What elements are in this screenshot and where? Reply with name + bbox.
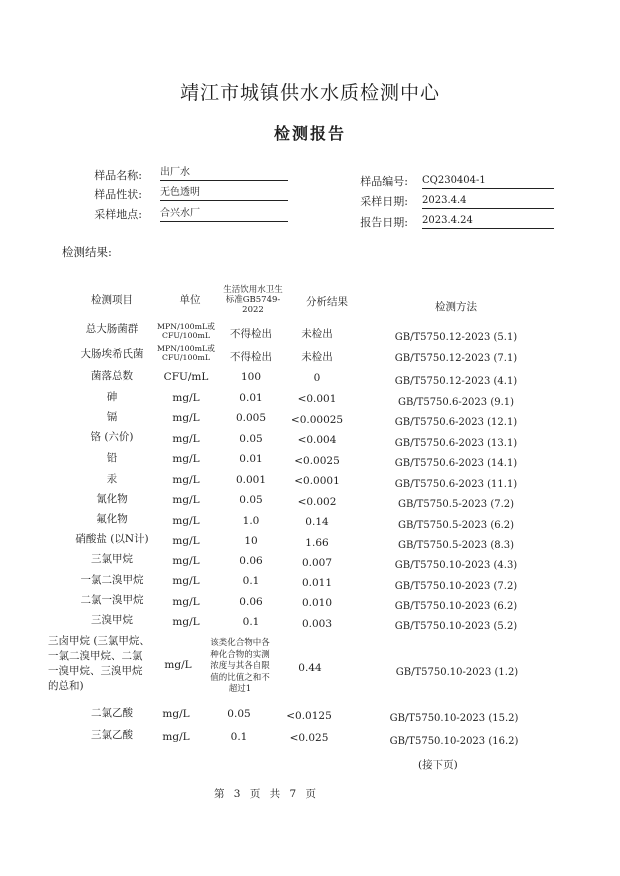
row-result: 未检出 — [301, 351, 333, 363]
row-result: 0.003 — [301, 618, 333, 630]
header-item: 检测项目 — [91, 294, 133, 306]
row-method: GB/T5750.6-2023 (11.1) — [394, 479, 518, 490]
row-standard: 0.06 — [239, 555, 263, 567]
row-result: <0.00025 — [290, 414, 344, 426]
row-result: <0.001 — [297, 393, 337, 405]
row-item: 菌落总数 — [91, 370, 133, 382]
row-standard: 100 — [240, 371, 262, 383]
row-result: <0.002 — [297, 496, 337, 508]
row-item: 三溴甲烷 — [91, 614, 133, 626]
row-method: GB/T5750.10-2023 (6.2) — [394, 601, 518, 612]
sample-name-value: 出厂水 — [160, 166, 288, 181]
row-method: GB/T5750.10-2023 (5.2) — [394, 621, 518, 632]
sample-id-value: CQ230404-1 — [422, 174, 554, 189]
row-standard: 0.001 — [235, 474, 267, 486]
row-method: GB/T5750.12-2023 (4.1) — [394, 376, 518, 387]
row-result: 0.14 — [305, 516, 329, 528]
row-standard: 不得检出 — [230, 351, 272, 363]
sampling-date-value: 2023.4.4 — [422, 194, 554, 209]
report-org-title: 靖江市城镇供水水质检测中心 — [179, 82, 440, 104]
page-footer: 第 3 页 共 7 页 — [213, 788, 317, 800]
row-result: 1.66 — [305, 537, 329, 549]
row-method: GB/T5750.10-2023 (7.2) — [394, 581, 518, 592]
row-method: GB/T5750.5-2023 (7.2) — [397, 499, 515, 510]
row-unit: mg/L — [172, 474, 200, 486]
row-method: GB/T5750.6-2023 (12.1) — [394, 417, 518, 428]
row-method: GB/T5750.10-2023 (4.3) — [394, 560, 518, 571]
sample-appearance-value: 无色透明 — [160, 186, 288, 201]
row-standard: 0.05 — [239, 494, 263, 506]
row-standard: 0.1 — [242, 616, 260, 628]
header-result: 分析结果 — [306, 296, 348, 308]
row-result: <0.004 — [297, 434, 337, 446]
row-standard: 0.05 — [227, 708, 251, 720]
row-unit: MPN/100mL或CFU/100mL — [157, 322, 215, 340]
row-standard: 0.01 — [239, 453, 263, 465]
row-unit: MPN/100mL或CFU/100mL — [157, 344, 215, 362]
row-unit: mg/L — [172, 453, 200, 465]
row-unit: mg/L — [164, 659, 192, 671]
row-standard: 0.05 — [239, 433, 263, 445]
header-standard: 生活饮用水卫生标准GB5749-2022 — [223, 285, 283, 315]
row-standard: 该类化合物中各种化合物的实测浓度与其各自限值的比值之和不超过1 — [210, 638, 270, 694]
row-unit: mg/L — [172, 515, 200, 527]
row-item: 铬 (六价) — [90, 431, 134, 443]
row-unit: mg/L — [172, 575, 200, 587]
row-method: GB/T5750.5-2023 (6.2) — [397, 520, 515, 531]
row-item: 三卤甲烷 (三氯甲烷、一氯二溴甲烷、二氯一溴甲烷、三溴甲烷的总和) — [48, 635, 150, 692]
row-method: GB/T5750.6-2023 (13.1) — [394, 438, 518, 449]
row-unit: mg/L — [172, 596, 200, 608]
row-standard: 不得检出 — [230, 328, 272, 340]
report-date-value: 2023.4.24 — [422, 214, 554, 229]
sampling-date-label: 采样日期: — [360, 195, 408, 208]
header-method: 检测方法 — [435, 301, 477, 313]
row-item: 汞 — [106, 473, 118, 485]
report-date-label: 报告日期: — [360, 216, 408, 229]
results-section-label: 检测结果: — [62, 245, 112, 259]
row-unit: CFU/mL — [163, 371, 209, 383]
row-result: <0.025 — [289, 732, 329, 744]
row-unit: mg/L — [172, 412, 200, 424]
continued-note: (接下页) — [418, 759, 458, 771]
row-unit: mg/L — [172, 616, 200, 628]
row-unit: mg/L — [172, 433, 200, 445]
row-unit: mg/L — [172, 494, 200, 506]
row-standard: 0.005 — [235, 412, 267, 424]
row-item: 硝酸盐 (以N计) — [75, 533, 149, 545]
row-result: <0.0001 — [294, 475, 340, 487]
row-item: 氟化物 — [96, 513, 128, 525]
row-method: GB/T5750.10-2023 (16.2) — [389, 736, 519, 747]
row-unit: mg/L — [172, 535, 200, 547]
row-item: 一氯二溴甲烷 — [80, 574, 144, 586]
sample-location-label: 采样地点: — [94, 208, 142, 221]
row-standard: 0.06 — [239, 596, 263, 608]
row-method: GB/T5750.10-2023 (1.2) — [395, 667, 519, 678]
row-unit: mg/L — [172, 392, 200, 404]
sample-name-label: 样品名称: — [94, 169, 142, 182]
row-result: <0.0025 — [294, 455, 340, 467]
sample-location-value: 合兴水厂 — [160, 207, 288, 222]
row-item: 二氯一溴甲烷 — [80, 594, 144, 606]
row-method: GB/T5750.6-2023 (14.1) — [394, 458, 518, 469]
row-standard: 0.01 — [239, 392, 263, 404]
row-standard: 0.1 — [230, 731, 248, 743]
row-item: 铅 — [106, 452, 118, 464]
row-method: GB/T5750.12-2023 (5.1) — [394, 332, 518, 343]
row-item: 三氯甲烷 — [91, 553, 133, 565]
row-standard: 1.0 — [242, 515, 260, 527]
row-unit: mg/L — [162, 708, 190, 720]
row-method: GB/T5750.6-2023 (9.1) — [397, 397, 515, 408]
row-item: 二氯乙酸 — [91, 707, 133, 719]
row-item: 镉 — [106, 411, 118, 423]
sample-id-label: 样品编号: — [360, 175, 408, 188]
row-result: 0.007 — [301, 557, 333, 569]
report-subtitle: 检测报告 — [273, 124, 346, 143]
row-unit: mg/L — [172, 555, 200, 567]
row-result: 0.44 — [298, 662, 322, 674]
row-item: 砷 — [106, 391, 118, 403]
row-item: 总大肠菌群 — [85, 323, 139, 335]
row-unit: mg/L — [162, 731, 190, 743]
row-item: 三氯乙酸 — [91, 729, 133, 741]
row-result: <0.0125 — [286, 710, 332, 722]
row-item: 大肠埃希氏菌 — [80, 348, 144, 360]
row-method: GB/T5750.12-2023 (7.1) — [394, 353, 518, 364]
header-unit: 单位 — [179, 294, 201, 306]
row-standard: 10 — [244, 535, 258, 547]
row-result: 0.010 — [301, 597, 333, 609]
row-method: GB/T5750.5-2023 (8.3) — [397, 540, 515, 551]
row-standard: 0.1 — [242, 575, 260, 587]
row-result: 0.011 — [301, 577, 333, 589]
row-result: 未检出 — [301, 328, 333, 340]
row-method: GB/T5750.10-2023 (15.2) — [389, 713, 519, 724]
sample-appearance-label: 样品性状: — [94, 188, 142, 201]
row-result: 0 — [313, 372, 321, 384]
row-item: 氰化物 — [96, 493, 128, 505]
